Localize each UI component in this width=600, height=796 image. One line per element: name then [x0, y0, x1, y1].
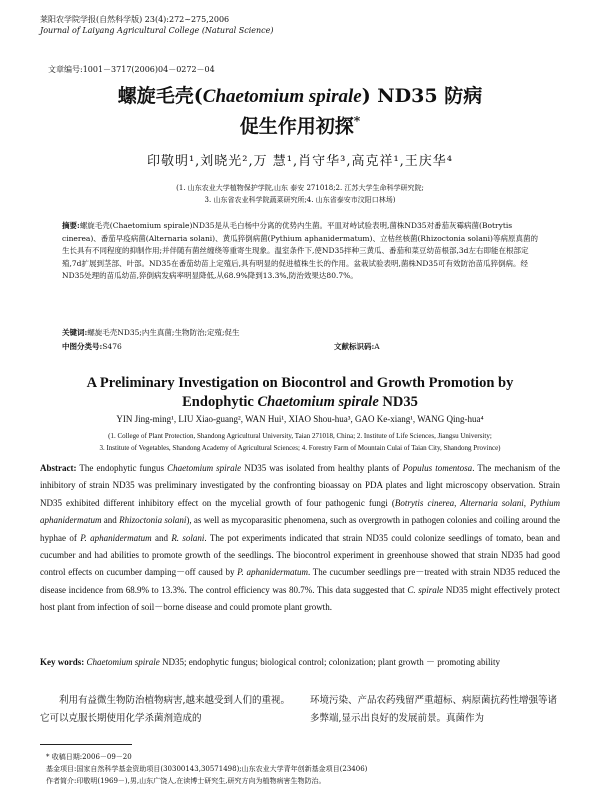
- footnote-author: 作者简介:印敬明(1969－),男,山东广饶人,在读博士研究生,研究方向为植物病害生物防治。: [46, 777, 326, 785]
- en-affil-line1: (1. College of Plant Protection, Shandong Agricultural University, Taian 271018, China; 2. Institute of Life Sciences, Jiangsu University;: [108, 432, 492, 440]
- cn-abstract-label: 摘要:: [62, 221, 80, 230]
- en-abstract-label: Abstract:: [40, 463, 77, 473]
- en-title-line1: A Preliminary Investigation on Biocontrol and Growth Promotion by: [86, 375, 514, 391]
- en-abstract-p7: . The pot experiments indicated that strain ND35 could colonize seedlings of tomato, bean and cucumber and had abilities to promote growth of the seedlings. The biocontrol experiment in greenhouse showed that strain ND35 had good control effects on cucumber damping－off caused by: [40, 532, 560, 578]
- doc-code-value: A: [374, 342, 380, 351]
- en-title-species: Chaetomium spirale: [257, 394, 379, 410]
- cn-keywords-label: 关键词:: [62, 328, 88, 337]
- en-abstract-species-2: Populus tomentosa: [402, 463, 473, 473]
- class-label: 中图分类号:: [62, 342, 103, 351]
- class-value: S476: [102, 342, 122, 351]
- journal-name-en: Journal of Laiyang Agricultural College (Natural Science): [40, 26, 274, 35]
- english-abstract: [40, 460, 560, 617]
- en-abstract-p6: and: [151, 532, 172, 543]
- body-text-right: 环境污染、产品农药残留严重超标、病原菌抗药性增强等诸多弊端,显示出良好的发展前景。真菌作为: [310, 695, 558, 724]
- body-text-left: 利用有益微生物防治植物病害,越来越受到人们的重视。它可以克服长期使用化学杀菌剂造成的: [40, 695, 291, 724]
- en-abstract-p2: ND35 was isolated from healthy plants of: [241, 463, 403, 473]
- en-abstract-p5: ), as well as mycoparasitic phenomena, such as overgrowth in pathogen colonies and coiling around the hyphae of: [40, 515, 561, 543]
- cn-affil-line1: (1. 山东农业大学植物保护学院,山东 泰安 271018;2. 江苏大学生命科学研究院;: [176, 184, 424, 192]
- en-abstract-species-5: P. aphanidermatum: [80, 532, 152, 543]
- en-abstract-p3: . The mechanism of the inhibitory of strain ND35 was preliminary investigated by the confronting bioassay on PDA plates and light microscopy observation. Strain ND35 exhibited different inhibitory effect on the mycelial growth of four pathogenic fungi (: [40, 463, 561, 508]
- journal-header: [40, 14, 274, 36]
- en-abstract-species-1: Chaetomium spirale: [167, 463, 242, 473]
- en-keywords-label: Key words:: [40, 657, 85, 667]
- cn-title-pre: 螺旋毛壳(: [117, 85, 203, 107]
- chinese-title: [0, 84, 600, 138]
- footnote-received: * 收稿日期:2006－09－20: [46, 753, 132, 761]
- english-authors: YIN Jing-ming¹, LIU Xiao-guang², WAN Hui¹, XIAO Shou-hua³, GAO Ke-xiang¹, WANG Qing-hua⁴: [116, 414, 484, 424]
- chinese-keywords: [62, 327, 540, 339]
- doc-code-label: 文献标识码:: [334, 342, 375, 351]
- en-abstract-p1: The endophytic fungus: [76, 463, 168, 473]
- en-abstract-species-7: P. aphanidermatum: [237, 567, 308, 578]
- footnote-divider: [40, 744, 132, 745]
- en-abstract-p8: . The cucumber seedlings pre－treated with strain ND35 reduced the disease incidence from 68.9% to 13.3%. The control efficiency was 80.7%. This data suggested that: [40, 567, 560, 595]
- cn-affil-line2: 3. 山东省农业科学院蔬菜研究所;4. 山东省泰安市汶阳口林场): [204, 196, 396, 204]
- en-keywords-text: ND35; endophytic fungus; biological control; colonization; plant growth － promoting ability: [159, 657, 500, 667]
- cn-title-species: Chaetomium spirale: [202, 86, 362, 107]
- cn-title-line2: 促生作用初探: [239, 115, 354, 138]
- cn-title-post: ) ND35 防病: [361, 85, 483, 107]
- en-abstract-p4: and: [101, 515, 120, 526]
- english-affiliations: [36, 431, 564, 454]
- chinese-affiliations: [0, 182, 600, 206]
- en-abstract-p9: ND35 might effectively protect host plant from infection of soil－borne disease and could promote plant growth.: [40, 584, 560, 613]
- english-keywords: [40, 654, 560, 671]
- footnote-fund: 基金项目:国家自然科学基金资助项目(30300143,30571498);山东农业大学青年创新基金项目(23406): [46, 765, 368, 773]
- english-title: [30, 374, 570, 412]
- article-number: 文章编号:1001－3717(2006)04－0272－04: [48, 65, 215, 74]
- en-affil-line2: 3. Institute of Vegetables, Shandong Academy of Agricultural Sciences; 4. Forestry Farm of Mountain Culai of Taian City, Shandong Province): [99, 443, 501, 452]
- en-abstract-species-4: Rhizoctonia solani: [119, 515, 187, 526]
- doc-code: [334, 341, 380, 353]
- en-title-line2-post: ND35: [378, 394, 418, 410]
- en-abstract-species-3: Botrytis cinerea, Alternaria solani, Pythium aphanidermatum: [40, 497, 561, 526]
- en-title-line2-pre: Endophytic: [182, 394, 258, 410]
- en-keywords-species: Chaetomium spirale: [86, 657, 160, 667]
- cn-title-footnote-mark: *: [353, 113, 361, 128]
- classification-line: [62, 341, 540, 353]
- cn-keywords-text: 螺旋毛壳ND35;内生真菌;生物防治;定殖;促生: [87, 328, 240, 337]
- chinese-authors: 印敬明¹,刘晓光²,万 慧¹,肖守华³,高克祥¹,王庆华⁴: [146, 154, 454, 169]
- cn-abstract-text: 螺旋毛壳(Chaetomium spirale)ND35是从毛白杨中分离的优势内生菌。平皿对峙试验表明,菌株ND35对番茄灰霉病菌(Botrytis cinerea)、番茄早疫病菌(Alternaria solani)、黄瓜猝倒病菌(Pythium aphanidermatum)、立枯丝核菌(Rhizoctonia solani)等病原真菌的生长具有不同程度的抑制作用;并伴随有菌丝缠绕等重寄生现象。温室条件下,使ND35拌种三黄瓜、番茄和菜豆幼苗根部,3d左右即能在根部定殖,7d扩展到茎部、叶部。ND35在番茄幼苗上定殖后,具有明显的促进植株生长的作用。盆栽试验表明,菌株ND35可有效防治苗瓜猝倒病。经ND35处理的苗瓜幼苗,猝倒病发病率明显降低,从68.9%降到13.3%,防治效果达80.7%。: [62, 221, 538, 281]
- journal-name-cn: 莱阳农学院学报(自然科学版) 23(4):272~275,2006: [40, 15, 230, 24]
- chinese-abstract: [62, 220, 540, 283]
- en-abstract-species-6: R. solani: [171, 532, 205, 543]
- en-abstract-species-8: C. spirale: [407, 584, 444, 595]
